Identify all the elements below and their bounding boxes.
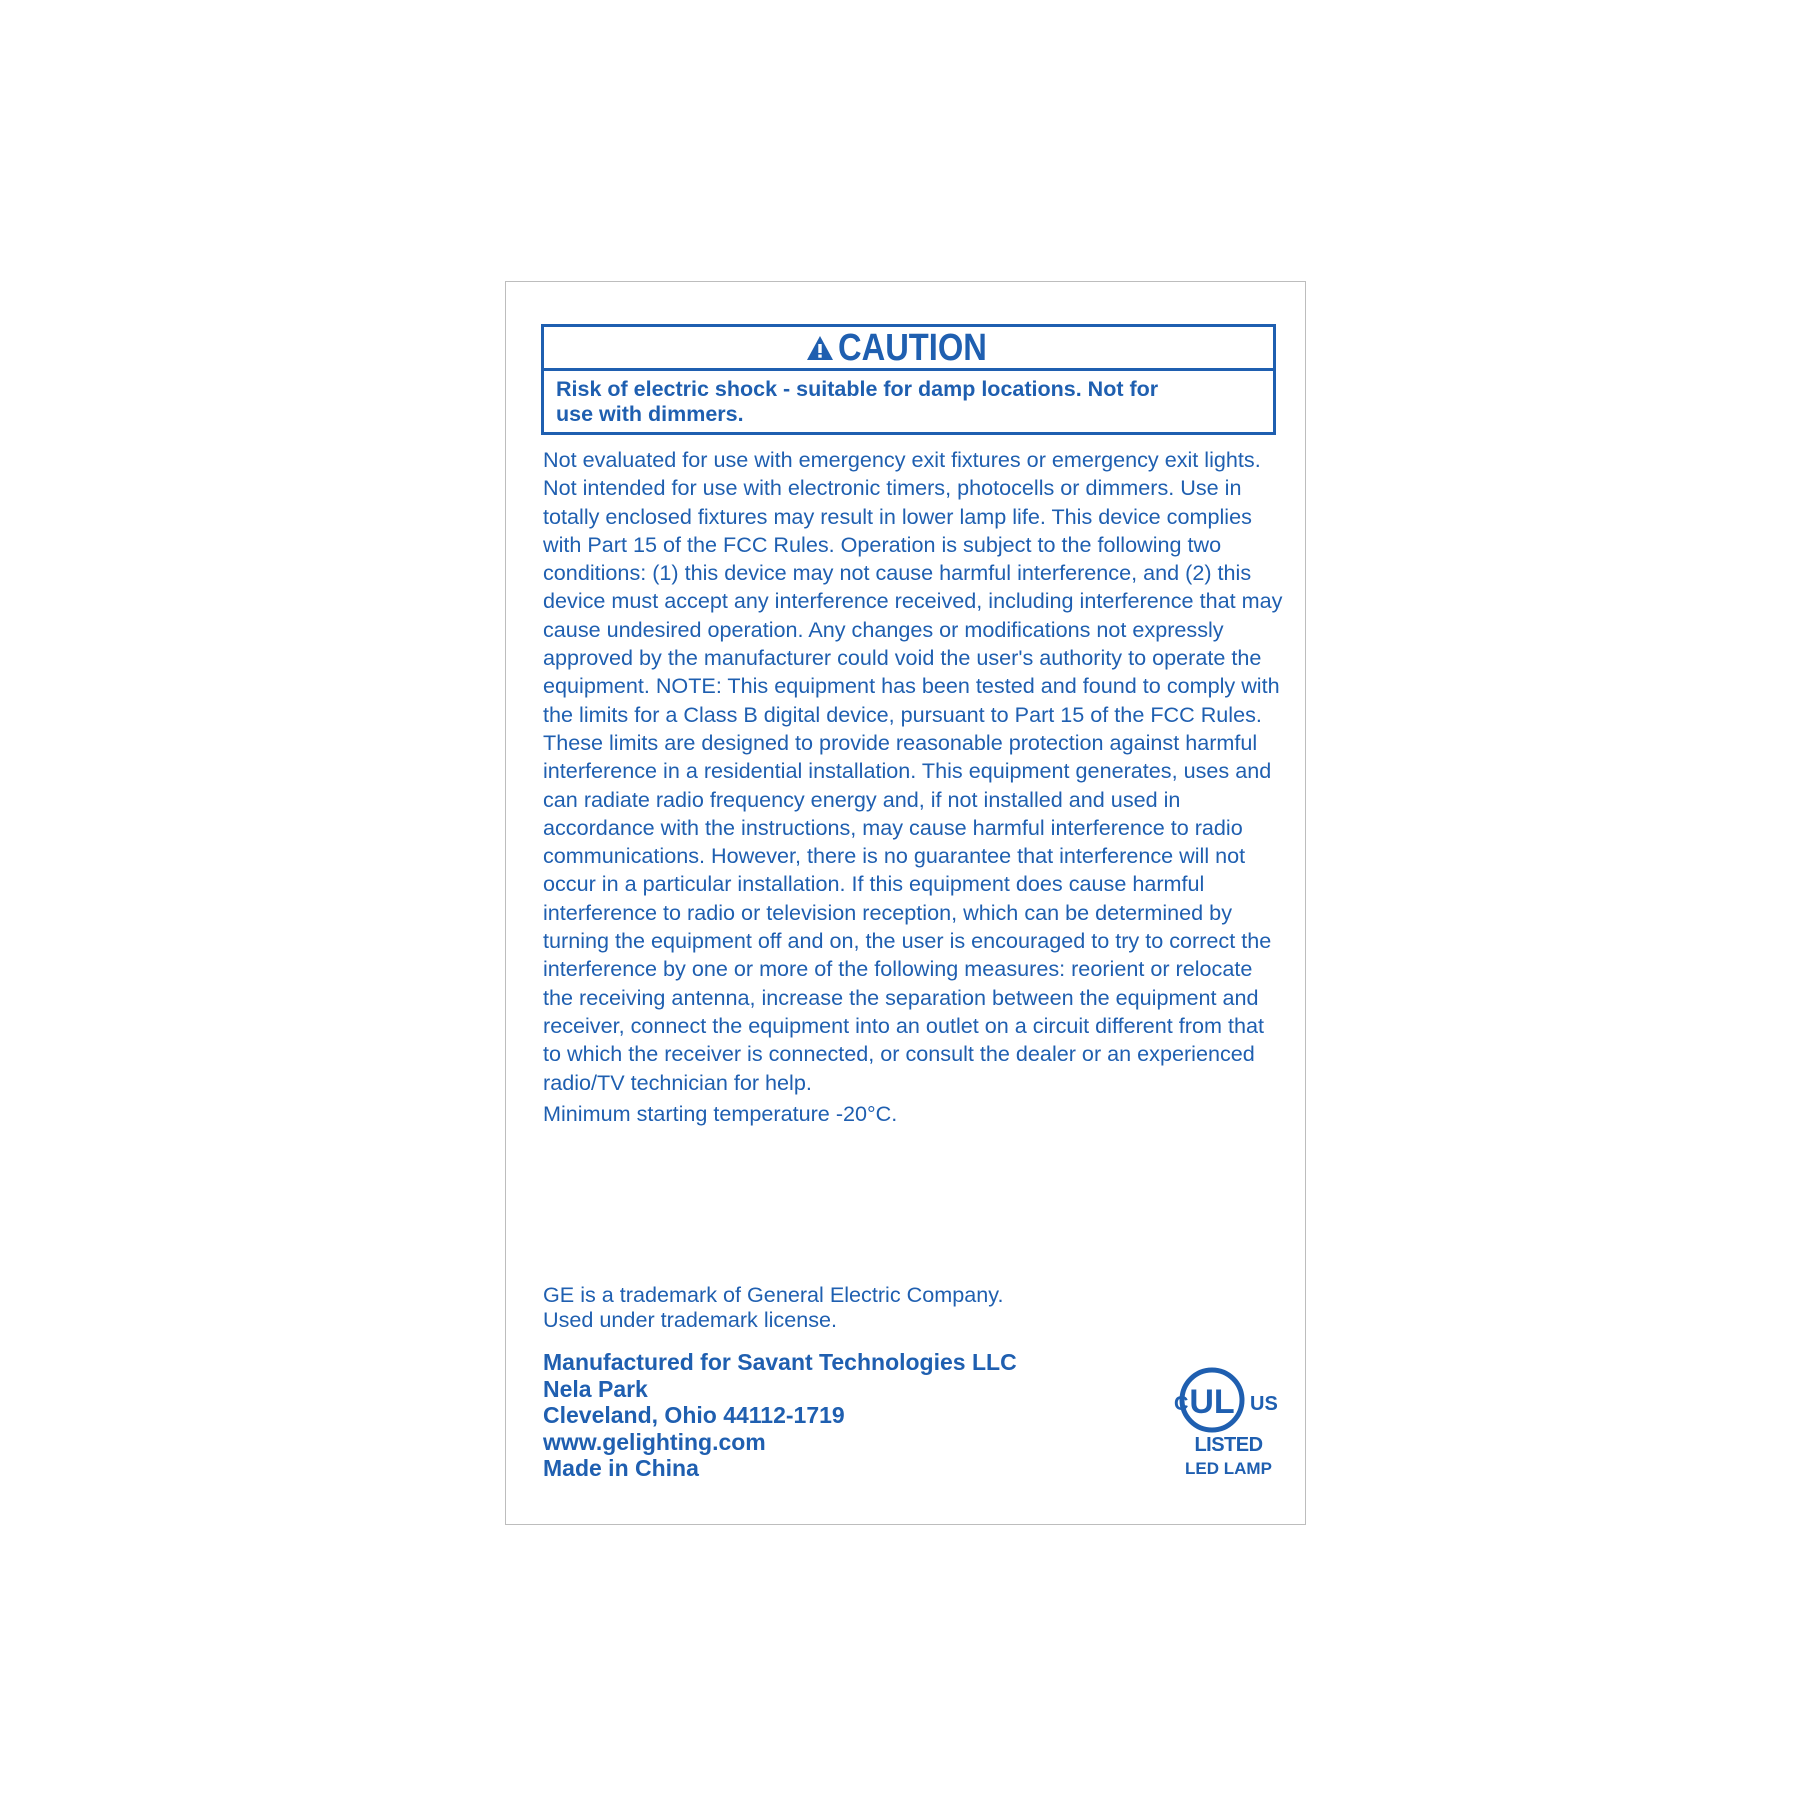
caution-title: CAUTION — [837, 326, 987, 369]
warning-triangle-icon — [806, 334, 834, 362]
country-of-origin: Made in China — [543, 1455, 699, 1481]
caution-text: Risk of electric shock - suitable for damp locations. Not for use with dimmers. — [556, 377, 1159, 426]
ul-text: UL — [1189, 1383, 1235, 1421]
manufacturer-info — [543, 1349, 1017, 1482]
trademark-notice — [543, 1282, 1003, 1332]
temperature-note: Minimum starting temperature -20°C. — [543, 1101, 898, 1126]
product-label — [505, 281, 1306, 1525]
caution-box — [541, 324, 1276, 435]
ul-c-text: C — [1174, 1393, 1189, 1415]
trademark-line: GE is a trademark of General Electric Company. — [543, 1282, 1004, 1307]
ul-logo-icon — [1166, 1362, 1291, 1434]
caution-header — [544, 327, 1273, 371]
manufacturer-city: Cleveland, Ohio 44112-1719 — [543, 1402, 845, 1428]
manufacturer-website: www.gelighting.com — [543, 1428, 766, 1455]
manufacturer-name: Manufactured for Savant Technologies LLC — [543, 1349, 1017, 1375]
ul-us-text: US — [1250, 1393, 1278, 1415]
regulatory-text: Not evaluated for use with emergency exit fixtures or emergency exit lights. Not intended for use with electronic timers, photocells or dimmers. Use in totally enclosed fixtures may result in lower lamp life. This device complies with Part 15 of the FCC Rules. Operation is subject to the following two conditions: (1) this device may not cause harmful interference, and (2) this device must accept any interference received, including interference that may cause undesired operation. Any changes or modifications not expressly approved by the manufacturer could void the user's authority to operate the equipment. NOTE: This equipment has been tested and found to comply with the limits for a Class B digital device, pursuant to Part 15 of the FCC Rules. These limits are designed to provide reasonable protection against harmful interference in a residential installation. This equipment generates, uses and can radiate radio frequency energy and, if not installed and used in accordance with the instructions, may cause harmful interference to radio communications. However, there is no guarantee that interference will not occur in a particular installation. If this equipment does cause harmful interference to radio or television reception, which can be determined by turning the equipment off and on, the user is encouraged to try to correct the interference by one or more of the following measures: reorient or relocate the receiving antenna, increase the separation between the equipment and receiver, connect the equipment into an outlet on a circuit different from that to which the receiver is connected, or consult the dealer or an experienced radio/TV technician for help. — [543, 447, 1283, 1095]
ul-product-text: LED LAMP — [1185, 1459, 1272, 1478]
trademark-license-line: Used under trademark license. — [543, 1307, 838, 1332]
ul-listed-mark — [1166, 1362, 1291, 1482]
ul-listed-text: LISTED — [1194, 1434, 1263, 1456]
manufacturer-site: Nela Park — [543, 1375, 648, 1402]
